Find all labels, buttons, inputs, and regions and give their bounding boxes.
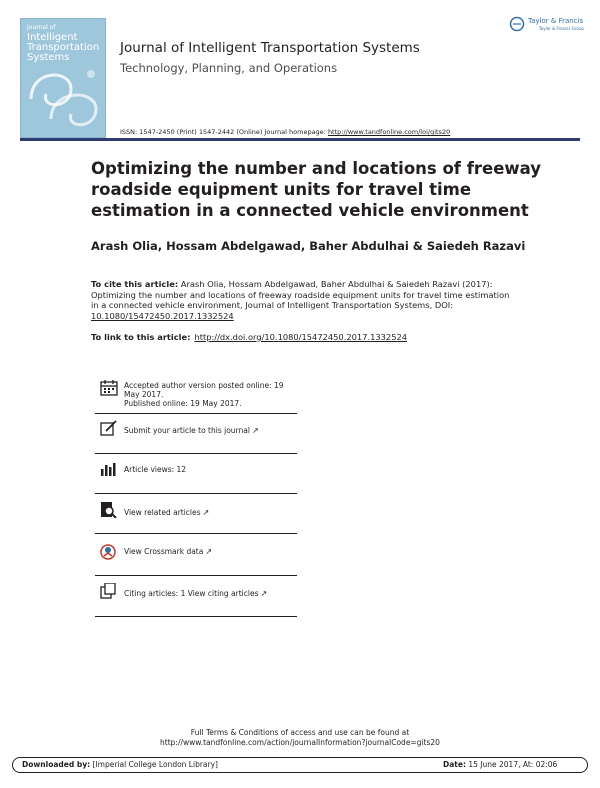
cite-text: Arash Olia, Hossam Abdelgawad, Baher Abdulhai & Saiedeh Razavi (2017): Optimizing the number and locations of freeway roadside equipment units for travel time estimation in a connected vehicle environment, Journal of Intelligent Transportation Systems, DOI: [91, 279, 510, 310]
header-rule [20, 138, 580, 141]
downloaded-label: Downloaded by: [22, 760, 91, 769]
date-label: Date: [443, 760, 466, 769]
taylor-francis-logo-icon [509, 16, 525, 32]
journal-cover-image [20, 18, 106, 138]
journal-title: Journal of Intelligent Transportation Systems [120, 40, 420, 56]
link-label: To link to this article: [91, 332, 191, 342]
citing-text[interactable] [124, 589, 296, 598]
issn-line [120, 128, 450, 136]
cover-swirl-graphic [21, 59, 105, 137]
cover-title-line: Journal of [27, 24, 56, 31]
calendar-icon [100, 380, 118, 396]
bar-chart-icon [100, 461, 118, 477]
crossmark-text[interactable] [124, 547, 296, 556]
cite-doi-link[interactable]: 10.1080/15472450.2017.1332524 [91, 310, 234, 321]
views-text: Article views: 12 [124, 465, 187, 474]
downloaded-by [22, 760, 218, 769]
publisher-name: Taylor & Francis [528, 17, 584, 25]
cover-title-line: Intelligent [27, 32, 78, 43]
download-info-bar [12, 757, 588, 773]
citing-row[interactable] [95, 575, 297, 617]
issn-text: ISSN: 1547-2450 (Print) 1547-2442 (Online) Journal homepage: [120, 128, 328, 136]
external-link-icon: ↗ [251, 426, 259, 435]
external-link-icon: ↗ [260, 589, 268, 598]
views-row [95, 453, 297, 494]
accepted-row [95, 377, 297, 413]
citation-block [91, 279, 511, 321]
related-search-icon [100, 502, 118, 518]
external-link-icon: ↗ [202, 508, 210, 517]
cite-label: To cite this article: [91, 279, 179, 289]
submit-label[interactable]: Submit your article to this journal [124, 426, 250, 435]
accepted-line: May 2017. [124, 390, 164, 399]
downloaded-value: [Imperial College London Library] [90, 760, 218, 769]
journal-subtitle: Technology, Planning, and Operations [120, 61, 338, 75]
external-link-icon: ↗ [205, 547, 213, 556]
accepted-text [124, 381, 296, 408]
edit-icon [100, 420, 118, 436]
terms-text: Full Terms & Conditions of access and use can be found at [190, 728, 410, 737]
crossmark-row[interactable] [95, 533, 297, 576]
submit-text[interactable] [124, 426, 296, 435]
download-date [443, 760, 557, 769]
published-line: Published online: 19 May 2017. [124, 399, 242, 408]
cover-title [27, 23, 99, 63]
date-value: 15 June 2017, At: 02:06 [465, 760, 558, 769]
article-doi-link[interactable]: http://dx.doi.org/10.1080/15472450.2017.1332524 [194, 332, 408, 342]
terms-link[interactable]: http://www.tandfonline.com/action/journalInformation?journalCode=gits20 [160, 738, 440, 747]
accepted-line: Accepted author version posted online: 19 [124, 381, 284, 390]
related-row[interactable] [95, 493, 297, 534]
article-authors: Arash Olia, Hossam Abdelgawad, Baher Abdulhai & Saiedeh Razavi [91, 239, 526, 253]
citing-label[interactable]: Citing articles: 1 View citing articles [124, 589, 259, 598]
link-line [91, 332, 407, 342]
related-text[interactable] [124, 508, 296, 517]
submit-row[interactable] [95, 413, 297, 454]
article-title: Optimizing the number and locations of freeway roadside equipment units for travel time estimation in a connected vehicle environment [91, 159, 542, 220]
crossmark-icon [100, 544, 118, 560]
journal-homepage-link[interactable]: http://www.tandfonline.com/loi/gits20 [327, 128, 451, 136]
crossmark-label[interactable]: View Crossmark data [124, 547, 204, 556]
publisher-tagline: Taylor & Francis Group [539, 26, 584, 31]
cover-title-line: Systems [27, 52, 70, 63]
citing-articles-icon [100, 583, 118, 599]
cover-title-line: Transportation [27, 42, 100, 53]
related-label[interactable]: View related articles [124, 508, 201, 517]
